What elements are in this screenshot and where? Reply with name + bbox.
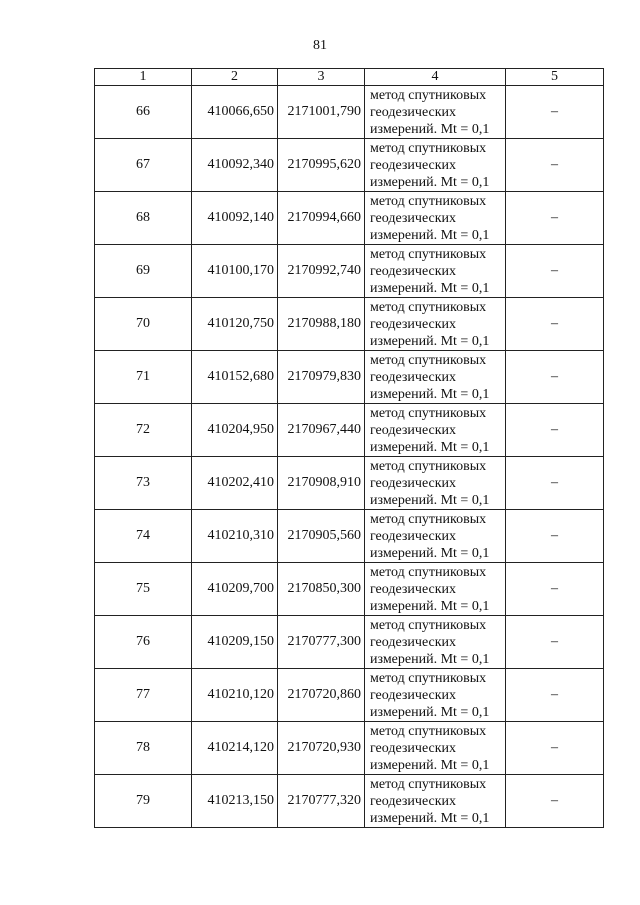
- note-cell: –: [506, 775, 604, 828]
- table-row: [95, 563, 604, 616]
- y-coordinate-cell: 2170908,910: [278, 457, 365, 510]
- table-row: [95, 404, 604, 457]
- point-number-cell: 79: [95, 775, 192, 828]
- y-coordinate-cell: 2170720,930: [278, 722, 365, 775]
- table-row: [95, 139, 604, 192]
- table-row: [95, 457, 604, 510]
- x-coordinate-cell: 410210,310: [192, 510, 278, 563]
- x-coordinate-cell: 410210,120: [192, 669, 278, 722]
- note-cell: –: [506, 457, 604, 510]
- table-row: [95, 298, 604, 351]
- y-coordinate-cell: 2170777,300: [278, 616, 365, 669]
- method-cell: метод спутниковых геодезических измерений. Mt = 0,1: [365, 669, 506, 722]
- note-cell: –: [506, 245, 604, 298]
- note-cell: –: [506, 669, 604, 722]
- point-number-cell: 75: [95, 563, 192, 616]
- table-row: [95, 192, 604, 245]
- table-body: [95, 86, 604, 828]
- y-coordinate-cell: 2170777,320: [278, 775, 365, 828]
- table-row: [95, 775, 604, 828]
- column-header-4: 4: [365, 69, 506, 86]
- point-number-cell: 68: [95, 192, 192, 245]
- y-coordinate-cell: 2170905,560: [278, 510, 365, 563]
- page-number: 81: [313, 38, 327, 53]
- table-row: [95, 245, 604, 298]
- table-row: [95, 669, 604, 722]
- note-cell: –: [506, 139, 604, 192]
- point-number-cell: 66: [95, 86, 192, 139]
- y-coordinate-cell: 2170995,620: [278, 139, 365, 192]
- point-number-cell: 67: [95, 139, 192, 192]
- point-number-cell: 72: [95, 404, 192, 457]
- x-coordinate-cell: 410092,140: [192, 192, 278, 245]
- coordinates-table: [94, 68, 604, 828]
- table-row: [95, 351, 604, 404]
- x-coordinate-cell: 410209,150: [192, 616, 278, 669]
- method-cell: метод спутниковых геодезических измерений. Mt = 0,1: [365, 192, 506, 245]
- method-cell: метод спутниковых геодезических измерений. Mt = 0,1: [365, 404, 506, 457]
- note-cell: –: [506, 510, 604, 563]
- method-cell: метод спутниковых геодезических измерений. Mt = 0,1: [365, 139, 506, 192]
- note-cell: –: [506, 616, 604, 669]
- note-cell: –: [506, 722, 604, 775]
- column-header-5: 5: [506, 69, 604, 86]
- x-coordinate-cell: 410066,650: [192, 86, 278, 139]
- note-cell: –: [506, 86, 604, 139]
- x-coordinate-cell: 410204,950: [192, 404, 278, 457]
- x-coordinate-cell: 410152,680: [192, 351, 278, 404]
- method-cell: метод спутниковых геодезических измерений. Mt = 0,1: [365, 298, 506, 351]
- y-coordinate-cell: 2170994,660: [278, 192, 365, 245]
- note-cell: –: [506, 192, 604, 245]
- y-coordinate-cell: 2170850,300: [278, 563, 365, 616]
- note-cell: –: [506, 404, 604, 457]
- point-number-cell: 78: [95, 722, 192, 775]
- method-cell: метод спутниковых геодезических измерений. Mt = 0,1: [365, 510, 506, 563]
- x-coordinate-cell: 410213,150: [192, 775, 278, 828]
- column-header-2: 2: [192, 69, 278, 86]
- table-row: [95, 616, 604, 669]
- point-number-cell: 77: [95, 669, 192, 722]
- point-number-cell: 74: [95, 510, 192, 563]
- y-coordinate-cell: 2171001,790: [278, 86, 365, 139]
- note-cell: –: [506, 351, 604, 404]
- method-cell: метод спутниковых геодезических измерений. Mt = 0,1: [365, 563, 506, 616]
- method-cell: метод спутниковых геодезических измерений. Mt = 0,1: [365, 351, 506, 404]
- method-cell: метод спутниковых геодезических измерений. Mt = 0,1: [365, 616, 506, 669]
- x-coordinate-cell: 410214,120: [192, 722, 278, 775]
- point-number-cell: 76: [95, 616, 192, 669]
- y-coordinate-cell: 2170979,830: [278, 351, 365, 404]
- x-coordinate-cell: 410120,750: [192, 298, 278, 351]
- x-coordinate-cell: 410092,340: [192, 139, 278, 192]
- x-coordinate-cell: 410202,410: [192, 457, 278, 510]
- column-header-3: 3: [278, 69, 365, 86]
- point-number-cell: 71: [95, 351, 192, 404]
- y-coordinate-cell: 2170720,860: [278, 669, 365, 722]
- method-cell: метод спутниковых геодезических измерений. Mt = 0,1: [365, 457, 506, 510]
- note-cell: –: [506, 298, 604, 351]
- x-coordinate-cell: 410100,170: [192, 245, 278, 298]
- table-row: [95, 510, 604, 563]
- table-row: [95, 722, 604, 775]
- method-cell: метод спутниковых геодезических измерений. Mt = 0,1: [365, 245, 506, 298]
- y-coordinate-cell: 2170967,440: [278, 404, 365, 457]
- point-number-cell: 70: [95, 298, 192, 351]
- method-cell: метод спутниковых геодезических измерений. Mt = 0,1: [365, 86, 506, 139]
- table-header-row: [95, 69, 604, 86]
- method-cell: метод спутниковых геодезических измерений. Mt = 0,1: [365, 775, 506, 828]
- note-cell: –: [506, 563, 604, 616]
- method-cell: метод спутниковых геодезических измерений. Mt = 0,1: [365, 722, 506, 775]
- column-header-1: 1: [95, 69, 192, 86]
- y-coordinate-cell: 2170992,740: [278, 245, 365, 298]
- x-coordinate-cell: 410209,700: [192, 563, 278, 616]
- point-number-cell: 69: [95, 245, 192, 298]
- y-coordinate-cell: 2170988,180: [278, 298, 365, 351]
- point-number-cell: 73: [95, 457, 192, 510]
- table-row: [95, 86, 604, 139]
